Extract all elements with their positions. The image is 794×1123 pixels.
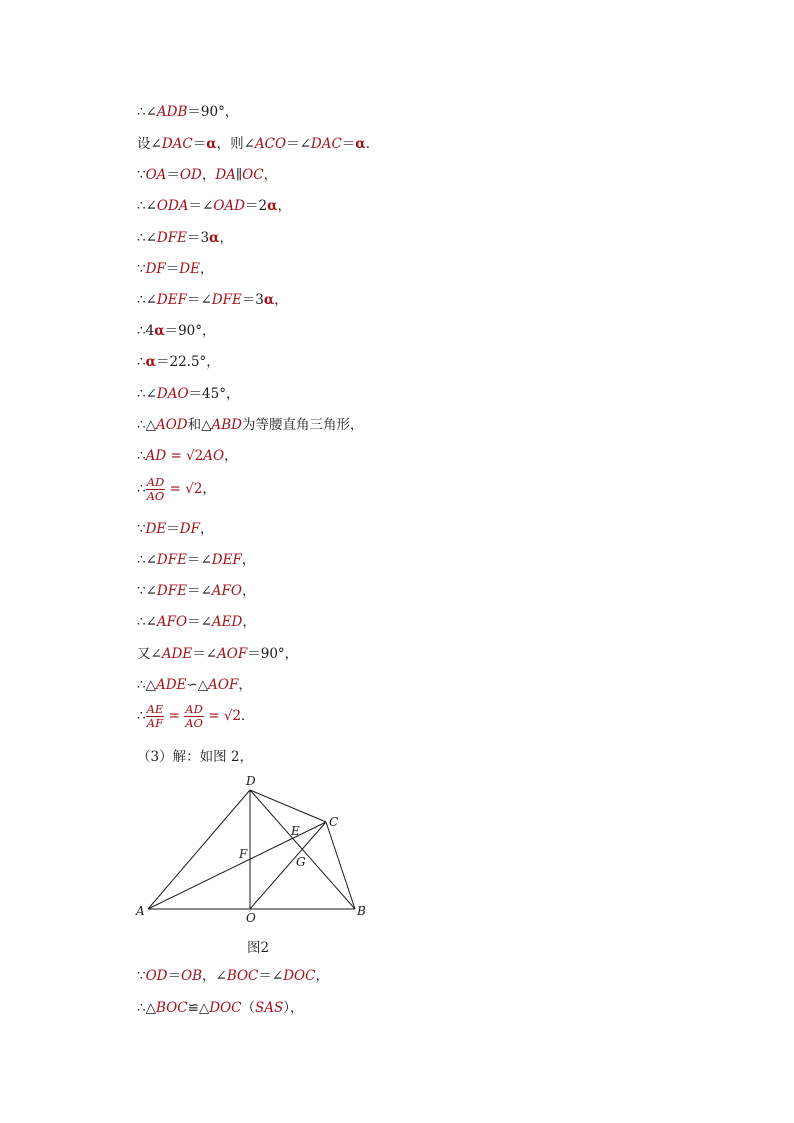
proof-line-23: ∴△BOC≌△DOC（SAS），: [137, 1000, 304, 1016]
proof-line-19: ∴△ADE∽△AOF，: [137, 677, 252, 693]
proof-line-8: ∴4α＝90°，: [137, 323, 216, 339]
label-g: G: [296, 855, 306, 869]
proof-line-13: ∴ $\frac{AD}{AO}$ = √2，: [137, 475, 216, 503]
label-d: D: [246, 774, 256, 788]
label-c: C: [329, 815, 339, 829]
proof-line-3: ∵OA＝OD，DA∥OC，: [137, 167, 278, 183]
label-a: A: [136, 904, 145, 918]
proof-line-10: ∴∠DAO＝45°，: [137, 386, 240, 402]
fraction-ae-af: $\frac{AE}{AF}$: [146, 702, 164, 730]
figure-caption: 图2: [247, 940, 270, 956]
proof-line-17: ∴∠AFO＝∠AED，: [137, 614, 256, 630]
label-o: O: [246, 911, 256, 925]
proof-line-22: ∵OD＝OB，∠BOC＝∠DOC，: [137, 968, 329, 984]
proof-line-6: ∵DF＝DE，: [137, 261, 214, 277]
segment-ad: [148, 790, 250, 909]
label-f: F: [239, 847, 248, 861]
proof-line-16: ∵∠DFE＝∠AFO，: [137, 583, 256, 599]
proof-line-9: ∴α＝22.5°，: [137, 354, 220, 370]
proof-line-1: ∴∠ADB＝90°，: [137, 104, 239, 120]
proof-line-18: 又∠ADE＝∠AOF＝90°，: [137, 646, 299, 662]
fraction-ad-ao: $\frac{AD}{AO}$: [146, 475, 165, 503]
proof-line-20: ∴ $\frac{AE}{AF}$ = $\frac{AD}{AO}$ = √2．: [137, 702, 255, 730]
proof-line-7: ∴∠DEF＝∠DFE＝3α，: [137, 292, 288, 308]
proof-line-2: 设∠DAC＝α，则∠ACO＝∠DAC＝α．: [137, 136, 380, 152]
fraction-ad-ao: $\frac{AD}{AO}$: [185, 702, 203, 730]
label-e: E: [291, 824, 300, 838]
label-b: B: [357, 904, 366, 918]
proof-line-11: ∴△AOD和△ABD为等腰直角三角形，: [137, 417, 364, 433]
proof-line-14: ∵DE＝DF，: [137, 521, 214, 537]
geometry-figure-2: [132, 770, 372, 930]
segment-cb: [326, 822, 355, 909]
proof-line-4: ∴∠ODA＝∠OAD＝2α，: [137, 198, 291, 214]
segment-dc: [250, 790, 326, 822]
segment-oc: [250, 822, 326, 909]
proof-line-21: （3）解：如图 2，: [137, 749, 253, 765]
proof-line-12: ∴AD = √2AO，: [137, 448, 238, 464]
proof-line-5: ∴∠DFE＝3α，: [137, 230, 233, 246]
proof-line-15: ∴∠DFE＝∠DEF，: [137, 552, 256, 568]
